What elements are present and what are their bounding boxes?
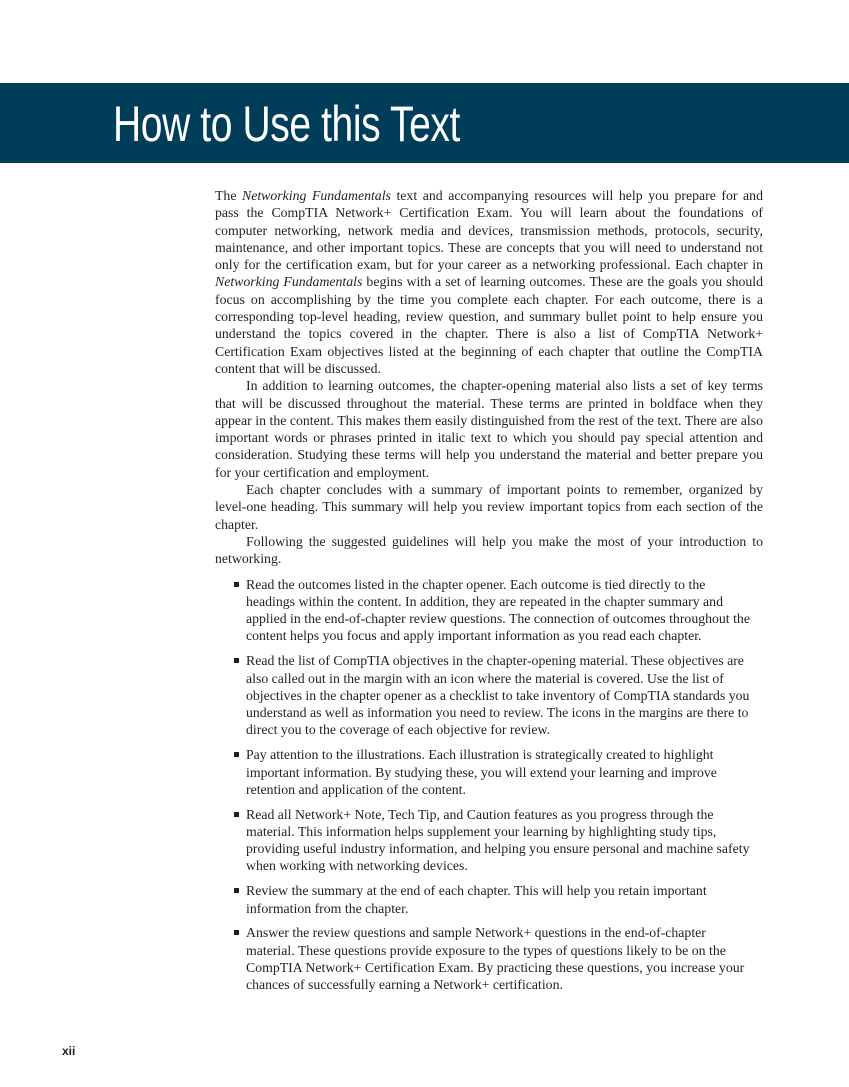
page-title: How to Use this Text	[113, 96, 460, 152]
bullet-icon	[234, 658, 239, 663]
list-item: Review the summary at the end of each chapter. This will help you retain important information from the chapter.	[246, 882, 763, 917]
text-segment: Following the suggested guidelines will help you make the most of your introduction to networking.	[215, 533, 763, 567]
text-segment: The	[215, 188, 243, 203]
text-segment: begins with a set of learning outcomes. These are the goals you should focus on accomplishing by the time you complete each chapter. For each outcome, there is a corresponding top-level heading, review question, and summary bullet point to help ensure you understand the topics covered in the chapter. There is also a list of CompTIA Network+ Certification Exam objectives listed at the beginning of each chapter that outline the CompTIA content that will be discussed.	[215, 274, 763, 376]
text-segment: Each chapter concludes with a summary of important points to remember, organized by level-one heading. This summary will help you review important topics from each section of the chapter.	[215, 482, 763, 532]
list-item: Read the outcomes listed in the chapter opener. Each outcome is tied directly to the headings within the content. In addition, they are repeated in the chapter summary and applied in the end-of-chapter review questions. The connection of outcomes throughout the content helps you focus and apply important information as you read each chapter.	[246, 576, 763, 645]
paragraph	[215, 533, 763, 568]
page-number: xii	[62, 1044, 76, 1058]
paragraph	[215, 481, 763, 533]
bullet-icon	[234, 582, 239, 587]
bullet-icon	[234, 812, 239, 817]
italic-title: Networking Fundamentals	[215, 274, 363, 290]
body-text	[215, 187, 763, 1001]
list-item: Read all Network+ Note, Tech Tip, and Caution features as you progress through the material. This information helps supplement your learning by highlighting study tips, providing useful industry information, and helping you ensure personal and machine safety when working with networking devices.	[246, 806, 763, 875]
bullet-icon	[234, 888, 239, 893]
guidelines-list	[215, 576, 763, 994]
list-item: Read the list of CompTIA objectives in the chapter-opening material. These objectives are also called out in the margin with an icon where the material is covered. Use the list of objectives in the chapter opener as a checklist to take inventory of CompTIA standards you understand as well as information you need to review. The icons in the margins are there to direct you to the coverage of each objective for review.	[246, 652, 763, 738]
list-item: Answer the review questions and sample Network+ questions in the end-of-chapter material. These questions provide exposure to the types of questions likely to be on the CompTIA Network+ Certification Exam. By practicing these questions, you increase your chances of successfully earning a Network+ certification.	[246, 924, 763, 993]
list-item: Pay attention to the illustrations. Each illustration is strategically created to highlight important information. By studying these, you will extend your learning and improve retention and application of the content.	[246, 746, 763, 798]
bullet-icon	[234, 752, 239, 757]
text-segment: text and accompanying resources will help you prepare for and pass the CompTIA Network+ Certification Exam. You will learn about the foundations of computer networking, network media and devices, transmission methods, protocols, security, maintenance, and other important topics. These are concepts that you will need to understand not only for the certification exam, but for your career as a networking professional. Each chapter in	[215, 188, 763, 273]
italic-title: Networking Fundamentals	[242, 188, 391, 203]
paragraph	[215, 377, 763, 481]
text-segment: In addition to learning outcomes, the chapter-opening material also lists a set of key terms that will be discussed throughout the material. These terms are printed in boldface when they appear in the content. This makes them easily distinguished from the rest of the text. There are also important words or phrases printed in italic text to which you should pay special attention and consideration. Studying these terms will help you understand the material and better prepare you for your certification and employment.	[215, 378, 763, 480]
bullet-icon	[234, 930, 239, 935]
paragraph	[215, 187, 763, 377]
